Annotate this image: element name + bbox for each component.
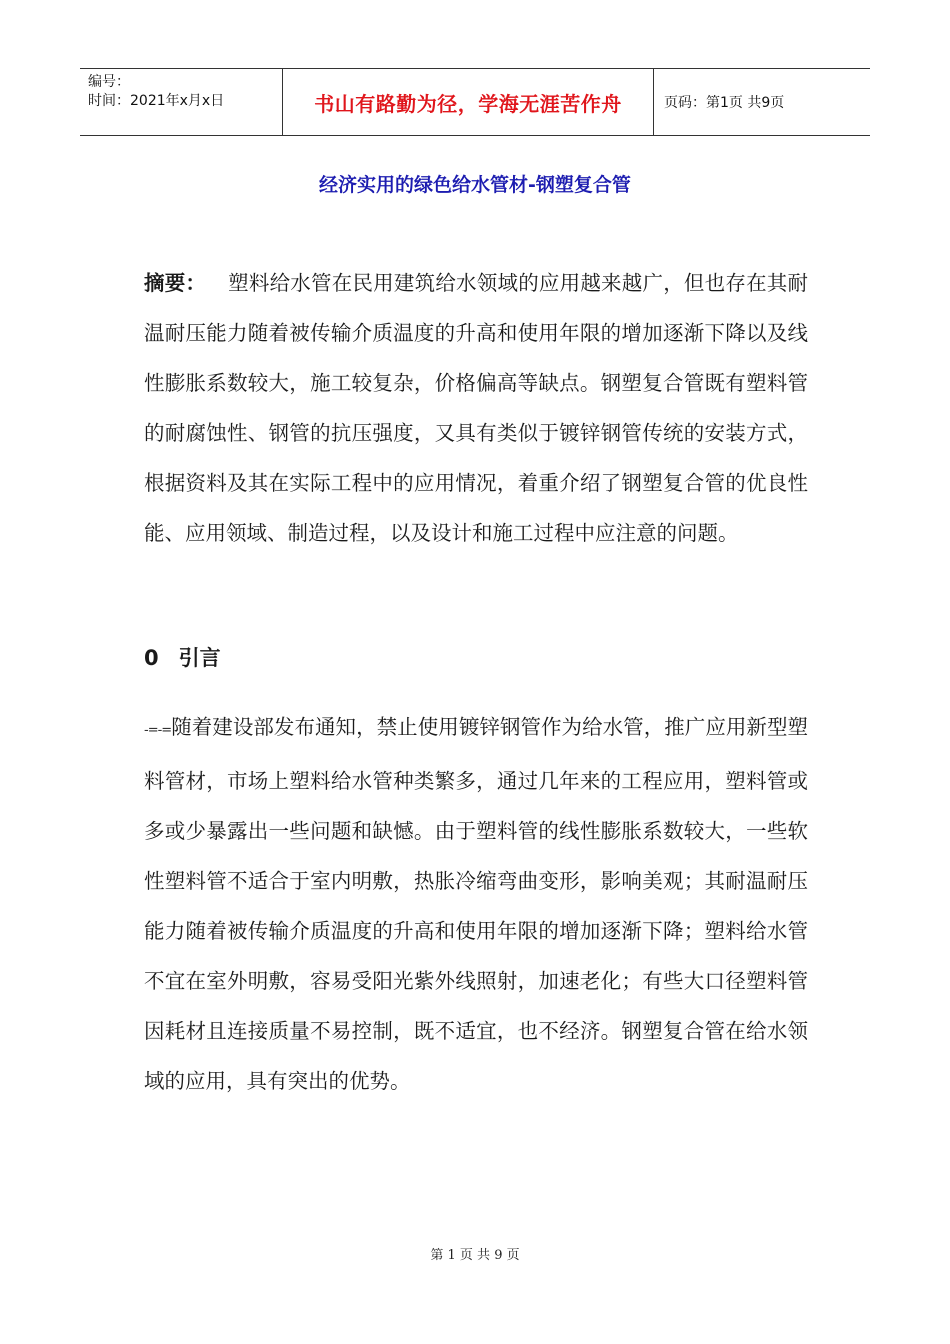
intro-text: 随着建设部发布通知，禁止使用镀锌钢管作为给水管，推广应用新型塑料管材，市场上塑料给水管种类繁多，通过几年来的工程应用，塑料管或多或少暴露出一些问题和缺憾。由于塑料管的线性膨胀系数较大，一些软性塑料管不适合于室内明敷，热胀冷缩弯曲变形，影响美观；其耐温耐压能力随着被传输介质温度的升高和使用年限的增加逐渐下降；塑料给水管不宜在室外明敷，容易受阳光紫外线照射，加速老化；有些大口径塑料管因耗材且连接质量不易控制，既不适宜，也不经济。钢塑复合管在给水领域的应用，具有突出的优势。 <box>144 715 808 1093</box>
abstract-label: 摘要： <box>144 271 207 295</box>
header-motto: 书山有路勤为径，学海无涯苦作舟 <box>282 69 654 135</box>
intro-paragraph <box>144 702 808 1106</box>
header-meta-cell <box>80 69 282 135</box>
document-time-label: 时间：2021年x月x日 <box>88 93 225 109</box>
intro-prefix-mark: -=-= <box>144 723 172 738</box>
header-page-info: 页码：第1页 共9页 <box>664 95 785 111</box>
document-title: 经济实用的绿色给水管材-钢塑复合管 <box>319 174 631 196</box>
section-number: 0 <box>144 646 159 670</box>
abstract-text: 塑料给水管在民用建筑给水领域的应用越来越广，但也存在其耐温耐压能力随着被传输介质温度的升高和使用年限的增加逐渐下降以及线性膨胀系数较大，施工较复杂，价格偏高等缺点。钢塑复合管既有塑料管的耐腐蚀性、钢管的抗压强度，又具有类似于镀锌钢管传统的安装方式，根据资料及其在实际工程中的应用情况，着重介绍了钢塑复合管的优良性能、应用领域、制造过程，以及设计和施工过程中应注意的问题。 <box>144 271 809 545</box>
header-table <box>80 68 870 136</box>
section-heading <box>144 633 221 683</box>
abstract-paragraph <box>144 258 808 558</box>
page-footer: 第 1 页 共 9 页 <box>430 1248 520 1263</box>
section-heading-text: 引言 <box>178 646 221 670</box>
document-number-label: 编号： <box>88 74 130 90</box>
